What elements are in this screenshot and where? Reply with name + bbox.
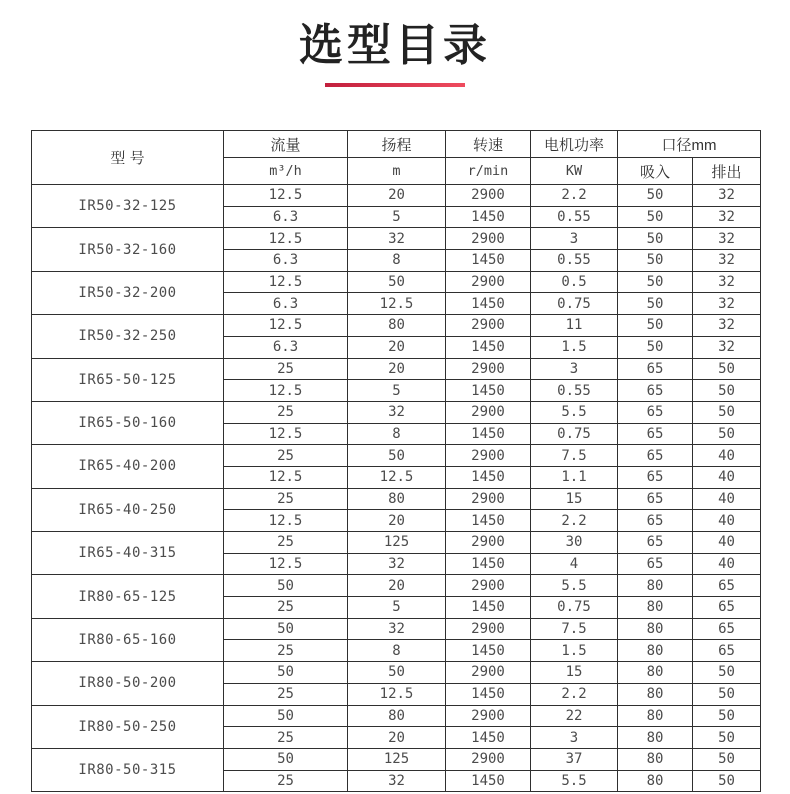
model-cell: IR80-65-160 (32, 618, 224, 661)
suction-cell: 65 (618, 553, 693, 575)
discharge-cell: 40 (693, 553, 761, 575)
head-cell: 125 (348, 748, 446, 770)
suction-cell: 80 (618, 683, 693, 705)
discharge-cell: 40 (693, 532, 761, 554)
suction-cell: 50 (618, 315, 693, 337)
table-row (32, 662, 761, 684)
head-cell: 20 (348, 336, 446, 358)
discharge-cell: 32 (693, 185, 761, 207)
flow-cell: 6.3 (224, 336, 348, 358)
suction-cell: 65 (618, 380, 693, 402)
power-cell: 1.5 (531, 336, 618, 358)
column-header-speed: 转速 (446, 131, 531, 158)
head-cell: 12.5 (348, 466, 446, 488)
speed-cell: 2900 (446, 705, 531, 727)
suction-cell: 50 (618, 185, 693, 207)
discharge-cell: 40 (693, 510, 761, 532)
speed-cell: 1450 (446, 640, 531, 662)
power-cell: 1.5 (531, 640, 618, 662)
speed-cell: 1450 (446, 553, 531, 575)
power-cell: 22 (531, 705, 618, 727)
suction-cell: 80 (618, 748, 693, 770)
flow-cell: 25 (224, 401, 348, 423)
suction-cell: 50 (618, 206, 693, 228)
flow-cell: 50 (224, 705, 348, 727)
column-header-suction: 吸入 (618, 158, 693, 185)
suction-cell: 50 (618, 336, 693, 358)
suction-cell: 65 (618, 358, 693, 380)
speed-cell: 1450 (446, 466, 531, 488)
suction-cell: 50 (618, 293, 693, 315)
power-cell: 3 (531, 727, 618, 749)
discharge-cell: 50 (693, 770, 761, 792)
speed-cell: 1450 (446, 597, 531, 619)
speed-cell: 2900 (446, 575, 531, 597)
column-header-discharge: 排出 (693, 158, 761, 185)
flow-cell: 12.5 (224, 423, 348, 445)
speed-cell: 2900 (446, 618, 531, 640)
head-cell: 20 (348, 575, 446, 597)
speed-cell: 2900 (446, 358, 531, 380)
model-cell: IR65-40-250 (32, 488, 224, 531)
discharge-cell: 40 (693, 488, 761, 510)
speed-cell: 2900 (446, 748, 531, 770)
discharge-cell: 32 (693, 250, 761, 272)
power-cell: 7.5 (531, 618, 618, 640)
discharge-cell: 50 (693, 423, 761, 445)
flow-cell: 12.5 (224, 553, 348, 575)
speed-cell: 1450 (446, 380, 531, 402)
suction-cell: 65 (618, 488, 693, 510)
head-cell: 80 (348, 488, 446, 510)
suction-cell: 50 (618, 228, 693, 250)
discharge-cell: 50 (693, 358, 761, 380)
table-row (32, 618, 761, 640)
power-cell: 2.2 (531, 683, 618, 705)
discharge-cell: 32 (693, 271, 761, 293)
head-cell: 125 (348, 532, 446, 554)
suction-cell: 65 (618, 466, 693, 488)
table-row (32, 358, 761, 380)
column-header-head: 扬程 (348, 131, 446, 158)
discharge-cell: 65 (693, 618, 761, 640)
table-row (32, 575, 761, 597)
discharge-cell: 50 (693, 683, 761, 705)
table-row (32, 228, 761, 250)
flow-cell: 25 (224, 445, 348, 467)
discharge-cell: 50 (693, 662, 761, 684)
flow-cell: 50 (224, 748, 348, 770)
power-cell: 2.2 (531, 510, 618, 532)
suction-cell: 80 (618, 662, 693, 684)
power-cell: 5.5 (531, 770, 618, 792)
head-cell: 20 (348, 510, 446, 532)
suction-cell: 80 (618, 705, 693, 727)
head-cell: 32 (348, 553, 446, 575)
flow-cell: 12.5 (224, 228, 348, 250)
discharge-cell: 50 (693, 705, 761, 727)
model-cell: IR65-50-125 (32, 358, 224, 401)
discharge-cell: 50 (693, 727, 761, 749)
model-cell: IR65-40-315 (32, 532, 224, 575)
unit-speed: r/min (446, 158, 531, 185)
power-cell: 11 (531, 315, 618, 337)
flow-cell: 25 (224, 640, 348, 662)
header-row-labels (32, 131, 761, 158)
suction-cell: 65 (618, 423, 693, 445)
table-row (32, 705, 761, 727)
head-cell: 20 (348, 727, 446, 749)
model-cell: IR80-50-200 (32, 662, 224, 705)
power-cell: 4 (531, 553, 618, 575)
suction-cell: 80 (618, 727, 693, 749)
table-row (32, 748, 761, 770)
flow-cell: 12.5 (224, 315, 348, 337)
head-cell: 32 (348, 401, 446, 423)
model-cell: IR80-50-250 (32, 705, 224, 748)
page-header (0, 22, 790, 87)
table-row (32, 271, 761, 293)
table-row (32, 185, 761, 207)
head-cell: 8 (348, 640, 446, 662)
power-cell: 0.75 (531, 423, 618, 445)
table-body (32, 185, 761, 792)
page-title: 选型目录 (299, 21, 491, 70)
flow-cell: 25 (224, 532, 348, 554)
discharge-cell: 65 (693, 575, 761, 597)
power-cell: 3 (531, 358, 618, 380)
speed-cell: 2900 (446, 185, 531, 207)
head-cell: 12.5 (348, 293, 446, 315)
discharge-cell: 32 (693, 293, 761, 315)
power-cell: 15 (531, 488, 618, 510)
suction-cell: 50 (618, 271, 693, 293)
head-cell: 5 (348, 206, 446, 228)
speed-cell: 2900 (446, 271, 531, 293)
discharge-cell: 32 (693, 206, 761, 228)
column-header-power: 电机功率 (531, 131, 618, 158)
flow-cell: 12.5 (224, 466, 348, 488)
model-cell: IR80-50-315 (32, 748, 224, 791)
speed-cell: 2900 (446, 488, 531, 510)
head-cell: 8 (348, 423, 446, 445)
flow-cell: 12.5 (224, 510, 348, 532)
discharge-cell: 65 (693, 640, 761, 662)
power-cell: 0.5 (531, 271, 618, 293)
selection-catalog-table (31, 130, 761, 792)
power-cell: 37 (531, 748, 618, 770)
power-cell: 1.1 (531, 466, 618, 488)
table-row (32, 445, 761, 467)
title-underline-accent (325, 83, 465, 87)
speed-cell: 2900 (446, 315, 531, 337)
power-cell: 0.75 (531, 293, 618, 315)
table-header (32, 131, 761, 185)
head-cell: 8 (348, 250, 446, 272)
head-cell: 32 (348, 228, 446, 250)
unit-flow: m³/h (224, 158, 348, 185)
column-header-diameter: 口径mm (618, 131, 761, 158)
power-cell: 30 (531, 532, 618, 554)
model-cell: IR50-32-200 (32, 271, 224, 314)
flow-cell: 12.5 (224, 185, 348, 207)
power-cell: 5.5 (531, 575, 618, 597)
discharge-cell: 40 (693, 445, 761, 467)
discharge-cell: 32 (693, 336, 761, 358)
speed-cell: 1450 (446, 510, 531, 532)
power-cell: 15 (531, 662, 618, 684)
unit-head: m (348, 158, 446, 185)
head-cell: 20 (348, 358, 446, 380)
speed-cell: 1450 (446, 206, 531, 228)
power-cell: 0.75 (531, 597, 618, 619)
head-cell: 32 (348, 618, 446, 640)
suction-cell: 80 (618, 575, 693, 597)
head-cell: 5 (348, 597, 446, 619)
table-row (32, 315, 761, 337)
head-cell: 50 (348, 271, 446, 293)
speed-cell: 2900 (446, 401, 531, 423)
suction-cell: 65 (618, 401, 693, 423)
head-cell: 12.5 (348, 683, 446, 705)
power-cell: 0.55 (531, 206, 618, 228)
suction-cell: 65 (618, 510, 693, 532)
flow-cell: 25 (224, 727, 348, 749)
flow-cell: 6.3 (224, 293, 348, 315)
flow-cell: 25 (224, 770, 348, 792)
discharge-cell: 50 (693, 748, 761, 770)
head-cell: 80 (348, 315, 446, 337)
power-cell: 0.55 (531, 250, 618, 272)
model-cell: IR80-65-125 (32, 575, 224, 618)
speed-cell: 1450 (446, 423, 531, 445)
discharge-cell: 50 (693, 380, 761, 402)
suction-cell: 80 (618, 770, 693, 792)
flow-cell: 12.5 (224, 380, 348, 402)
model-cell: IR50-32-160 (32, 228, 224, 271)
head-cell: 20 (348, 185, 446, 207)
speed-cell: 2900 (446, 228, 531, 250)
discharge-cell: 50 (693, 401, 761, 423)
head-cell: 50 (348, 445, 446, 467)
model-cell: IR65-50-160 (32, 401, 224, 444)
suction-cell: 80 (618, 640, 693, 662)
flow-cell: 6.3 (224, 206, 348, 228)
speed-cell: 2900 (446, 445, 531, 467)
discharge-cell: 40 (693, 466, 761, 488)
suction-cell: 80 (618, 618, 693, 640)
table-row (32, 532, 761, 554)
speed-cell: 1450 (446, 336, 531, 358)
table-row (32, 488, 761, 510)
flow-cell: 6.3 (224, 250, 348, 272)
speed-cell: 1450 (446, 250, 531, 272)
speed-cell: 1450 (446, 683, 531, 705)
column-header-flow: 流量 (224, 131, 348, 158)
suction-cell: 65 (618, 445, 693, 467)
flow-cell: 25 (224, 683, 348, 705)
flow-cell: 25 (224, 597, 348, 619)
flow-cell: 25 (224, 358, 348, 380)
speed-cell: 2900 (446, 532, 531, 554)
power-cell: 2.2 (531, 185, 618, 207)
flow-cell: 25 (224, 488, 348, 510)
unit-power: KW (531, 158, 618, 185)
speed-cell: 1450 (446, 293, 531, 315)
speed-cell: 2900 (446, 662, 531, 684)
model-cell: IR50-32-125 (32, 185, 224, 228)
column-header-model: 型 号 (32, 131, 224, 185)
suction-cell: 50 (618, 250, 693, 272)
discharge-cell: 32 (693, 228, 761, 250)
power-cell: 3 (531, 228, 618, 250)
suction-cell: 80 (618, 597, 693, 619)
model-cell: IR65-40-200 (32, 445, 224, 488)
table-row (32, 401, 761, 423)
head-cell: 5 (348, 380, 446, 402)
power-cell: 7.5 (531, 445, 618, 467)
flow-cell: 50 (224, 618, 348, 640)
head-cell: 80 (348, 705, 446, 727)
suction-cell: 65 (618, 532, 693, 554)
discharge-cell: 32 (693, 315, 761, 337)
model-cell: IR50-32-250 (32, 315, 224, 358)
speed-cell: 1450 (446, 727, 531, 749)
head-cell: 50 (348, 662, 446, 684)
flow-cell: 12.5 (224, 271, 348, 293)
speed-cell: 1450 (446, 770, 531, 792)
power-cell: 5.5 (531, 401, 618, 423)
head-cell: 32 (348, 770, 446, 792)
discharge-cell: 65 (693, 597, 761, 619)
flow-cell: 50 (224, 662, 348, 684)
power-cell: 0.55 (531, 380, 618, 402)
flow-cell: 50 (224, 575, 348, 597)
